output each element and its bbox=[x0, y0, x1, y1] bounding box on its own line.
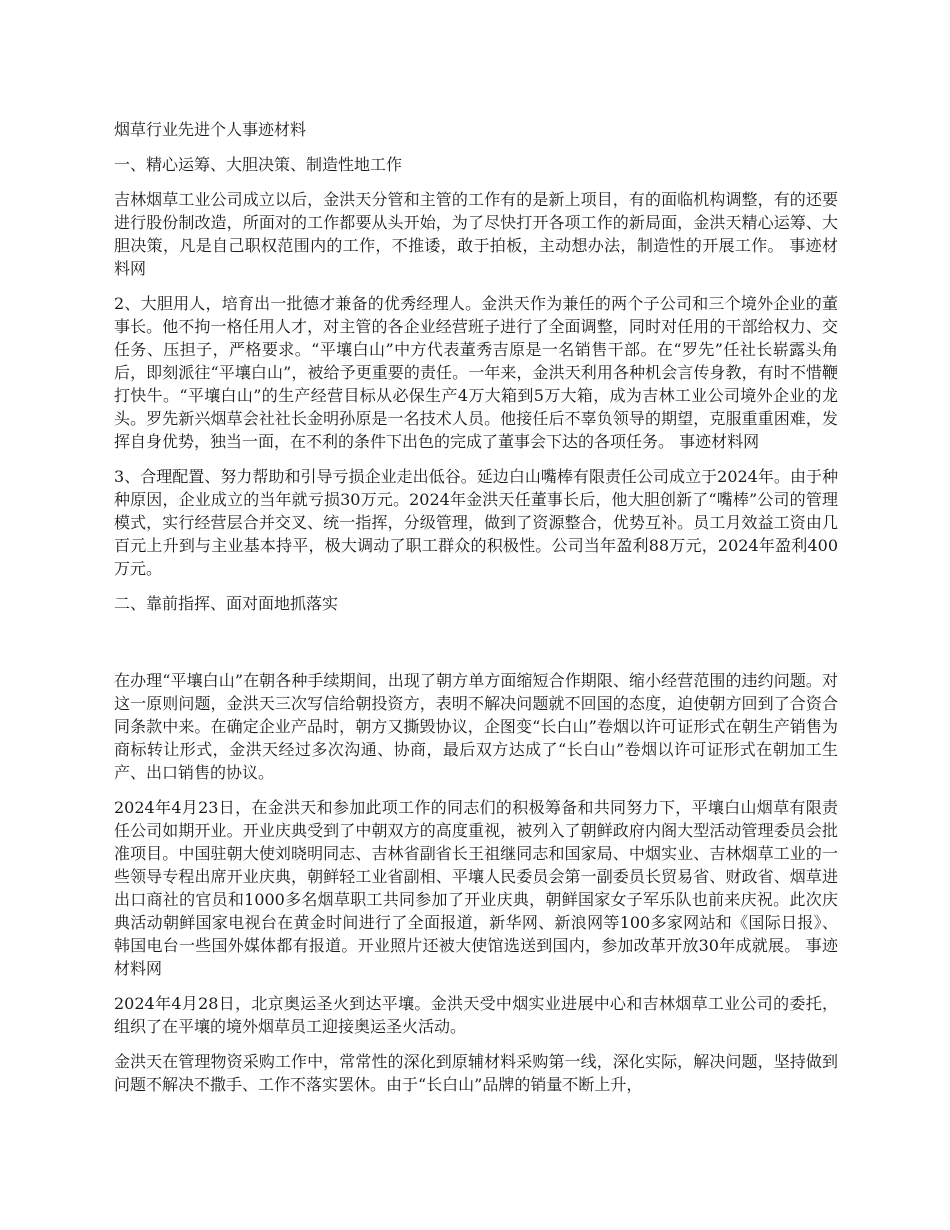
paragraph: 2024年4月28日，北京奥运圣火到达平壤。金洪天受中烟实业进展中心和吉林烟草工业公司的委托，组织了在平壤的境外烟草员工迎接奥运圣火活动。 bbox=[114, 994, 838, 1036]
section-heading-2: 二、靠前指挥、面对面地抓落实 bbox=[114, 594, 339, 613]
paragraph: 金洪天在管理物资采购工作中，常常性的深化到原辅材料采购第一线，深化实际，解决问题，坚持做到问题不解决不撒手、工作不落实罢休。由于“长白山”品牌的销量不断上升， bbox=[114, 1052, 838, 1094]
blank-space bbox=[114, 627, 838, 669]
paragraph: 吉林烟草工业公司成立以后，金洪天分管和主管的工作有的是新上项目，有的面临机构调整，有的还要进行股份制改造，所面对的工作都要从头开始，为了尽快打开各项工作的新局面，金洪天精心运筹、大胆决策，凡是自己职权范围内的工作，不推诿，敢于拍板，主动想办法，制造性的开展工作。 事迹材料网 bbox=[114, 190, 838, 278]
section-heading-1: 一、精心运筹、大胆决策、制造性地工作 bbox=[114, 155, 403, 174]
document-body bbox=[114, 118, 838, 1108]
paragraph: 2024年4月23日，在金洪天和参加此项工作的同志们的积极筹备和共同努力下，平壤白山烟草有限责任公司如期开业。开业庆典受到了中朝双方的高度重视，被列入了朝鲜政府内阁大型活动管理委员会批准项目。中国驻朝大使刘晓明同志、吉林省副省长王祖继同志和国家局、中烟实业、吉林烟草工业的一些领导专程出席开业庆典，朝鲜轻工业省副相、平壤人民委员会第一副委员长贸易省、财政省、烟草进出口商社的官员和1000多名烟草职工共同参加了开业庆典，朝鲜国家女子军乐队也前来庆祝。此次庆典活动朝鲜国家电视台在黄金时间进行了全面报道，新华网、新浪网等100多家网站和《国际日报》、韩国电台一些国外媒体都有报道。开业照片还被大使馆选送到国内，参加改革开放30年成就展。 事迹材料网 bbox=[114, 798, 838, 978]
paragraph: 3、合理配置、努力帮助和引导亏损企业走出低谷。延边白山嘴棒有限责任公司成立于2024年。由于种种原因，企业成立的当年就亏损30万元。2024年金洪天任董事长后，他大胆创新了“嘴棒”公司的管理模式，实行经营层合并交叉、统一指挥，分级管理，做到了资源整合，优势互补。员工月效益工资由几百元上升到与主业基本持平，极大调动了职工群众的积极性。公司当年盈利88万元，2024年盈利400万元。 bbox=[114, 467, 838, 578]
paragraph: 2、大胆用人，培育出一批德才兼备的优秀经理人。金洪天作为兼任的两个子公司和三个境外企业的董事长。他不拘一格任用人才，对主管的各企业经营班子进行了全面调整，同时对任用的干部给权力、交任务、压担子，严格要求。“平壤白山”中方代表董秀吉原是一名销售干部。在“罗先”任社长崭露头角后，即刻派往“平壤白山”，被给予更重要的责任。一年来，金洪天利用各种机会言传身教，有时不惜鞭打快牛。“平壤白山”的生产经营目标从必保生产4万大箱到5万大箱，成为吉林工业公司境外企业的龙头。罗先新兴烟草会社社长金明孙原是一名技术人员。他接任后不辜负领导的期望，克服重重困难，发挥自身优势，独当一面，在不利的条件下出色的完成了董事会下达的各项任务。 事迹材料网 bbox=[114, 294, 838, 451]
document-title: 烟草行业先进个人事迹材料 bbox=[114, 120, 307, 139]
paragraph: 在办理“平壤白山”在朝各种手续期间，出现了朝方单方面缩短合作期限、缩小经营范围的违约问题。对这一原则问题，金洪天三次写信给朝投资方，表明不解决问题就不回国的态度，迫使朝方回到了合资合同条款中来。在确定企业产品时，朝方又撕毁协议，企图变“长白山”卷烟以许可证形式在朝生产销售为商标转让形式，金洪天经过多次沟通、协商，最后双方达成了“长白山”卷烟以许可证形式在朝加工生产、出口销售的协议。 bbox=[114, 671, 838, 782]
